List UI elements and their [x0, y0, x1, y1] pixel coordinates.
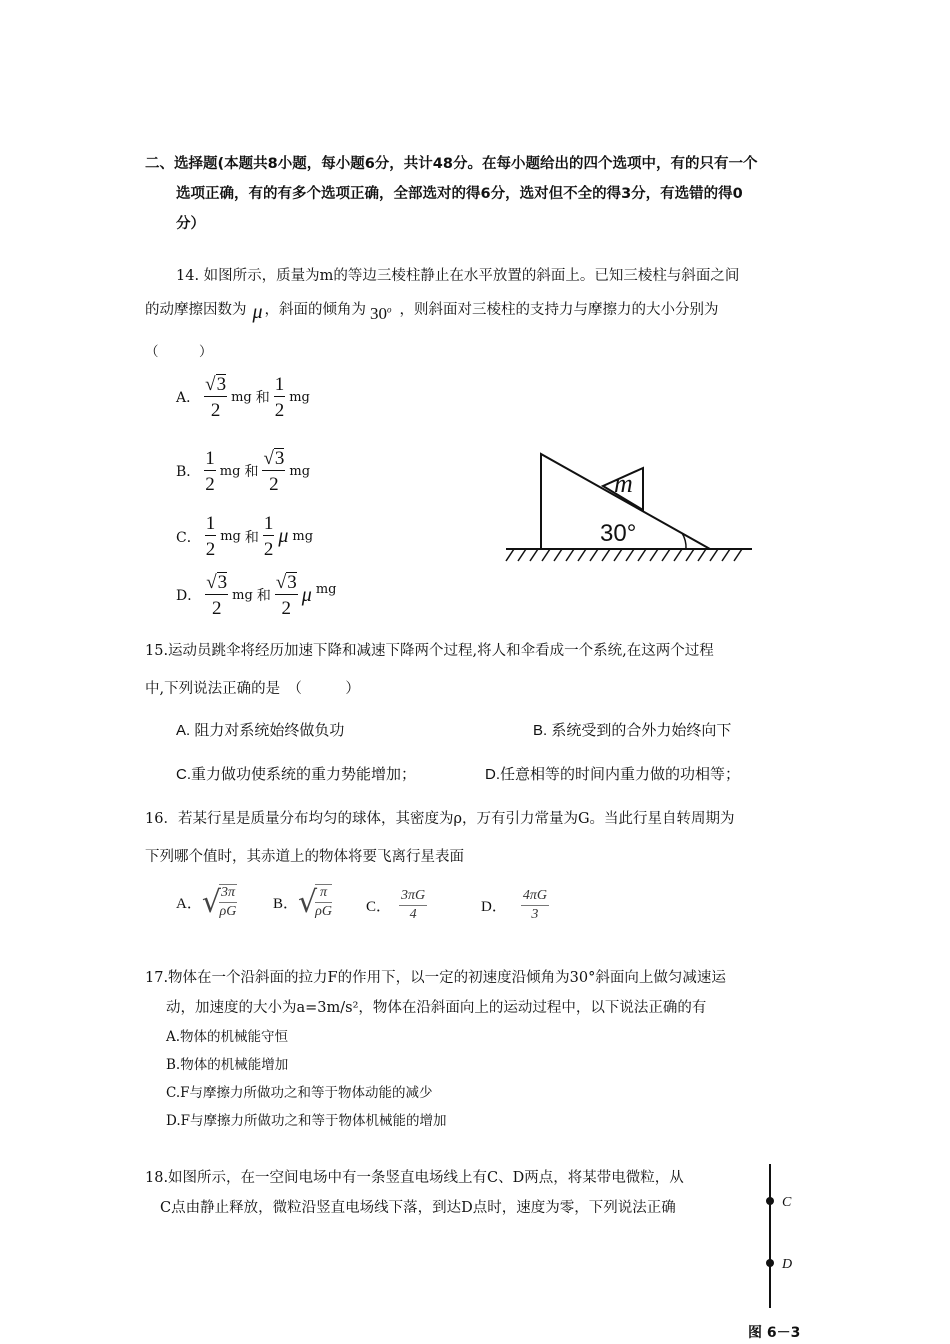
q16-option-c-frac — [399, 888, 427, 923]
q14-option-d-frac1: $\frac{√3}{2}$ — [206, 572, 228, 619]
q14-option-b-frac2-den: 2 — [269, 474, 279, 495]
q14-option-a-frac1-den: 2 — [210, 400, 221, 421]
q14-option-d-frac2-num: 3 — [287, 572, 297, 593]
q14-option-a-frac1-num: 3 — [216, 374, 227, 395]
q14-option-a-label: A． — [176, 390, 201, 406]
q18-line2: C点由静止释放，微粒沿竖直电场线下落，到达D点时，速度为零，下列说法正确 — [160, 1200, 676, 1216]
q14-option-d-mu: μ — [301, 583, 312, 606]
q17-option-c[interactable]: C.F与摩擦力所做功之和等于物体动能的减少 — [166, 1085, 433, 1101]
q14-option-b-frac2-num: 3 — [274, 448, 285, 469]
q14-option-c[interactable] — [176, 514, 313, 559]
angle-label: 30° — [600, 520, 637, 547]
q14-option-c-label: C． — [176, 529, 201, 546]
q14-option-c-frac2 — [263, 514, 275, 559]
q16-option-d-label: D． — [481, 899, 507, 915]
q14-option-c-frac1 — [205, 514, 217, 559]
q14-option-c-frac2-num: 1 — [263, 513, 274, 534]
q16-option-b[interactable] — [273, 884, 332, 920]
q17-line2: 动，加速度的大小为a=3m/s²，物体在沿斜面向上的运动过程中，以下说法正确的有 — [166, 1000, 707, 1016]
q14-option-c-frac2-den: 2 — [263, 539, 274, 560]
q14-option-d-and: 和 — [256, 588, 271, 604]
q14-option-d-frac2-den: 2 — [281, 598, 292, 619]
q16-option-a[interactable] — [176, 884, 237, 920]
q18-figure-caption: 图 6－3 — [748, 1325, 801, 1341]
q14-option-d-frac1-den: 2 — [211, 598, 222, 619]
q16-option-c-num: 3πG — [399, 888, 427, 906]
q16-option-d-den: 3 — [531, 907, 539, 922]
q14-option-c-unit2: mg — [292, 529, 314, 544]
q14-option-d-frac2: $\frac{√3}{2}$ — [275, 572, 297, 619]
q14-option-b-frac1-den: 2 — [205, 473, 215, 495]
point-c-label: C — [782, 1195, 792, 1210]
q15-option-a[interactable]: A. 阻力对系统始终做负功 — [176, 722, 345, 739]
q14-option-d-label: D． — [176, 588, 202, 604]
q16-option-b-label: B． — [273, 895, 299, 912]
q14-option-b-frac1-num: 1 — [205, 447, 215, 469]
section-title-line1: 二、选择题(本题共8小题，每小题6分，共计48分。在每小题给出的四个选项中，有的只有一个 — [145, 156, 758, 172]
point-c-dot — [766, 1197, 774, 1205]
q16-option-d-num: 4πG — [521, 888, 549, 906]
q14-degree-mark: o — [387, 304, 392, 315]
q14-answer-paren: （ ） — [145, 344, 213, 360]
q16-option-d-frac — [521, 888, 549, 923]
q14-incline-figure — [500, 448, 760, 572]
sqrt-icon: √ — [201, 884, 221, 920]
q15-option-b[interactable]: B. 系统受到的合外力始终向下 — [533, 722, 732, 739]
q14-option-a-unit1: mg — [231, 389, 252, 405]
q14-option-a-unit2: mg — [289, 389, 310, 405]
q14-line2a: 的动摩擦因数为 — [145, 301, 247, 318]
q14-line2b: ，斜面的倾角为 — [264, 301, 367, 318]
q15-line2: 中,下列说法正确的是 （ ） — [145, 681, 360, 697]
section-title-line3: 分） — [176, 216, 205, 232]
q14-line2 — [145, 292, 719, 324]
q14-option-d-unit1: mg — [232, 587, 253, 603]
sqrt-icon: √ — [298, 884, 318, 920]
q14-option-b-unit1: mg — [219, 463, 241, 479]
q18-line1: 18.如图所示，在一空间电场中有一条竖直电场线上有C、D两点，将某带电微粒，从 — [145, 1170, 684, 1186]
q16-option-a-num: 3π — [219, 885, 237, 903]
q14-option-b-and: 和 — [244, 464, 259, 480]
q15-option-c[interactable]: C.重力做功使系统的重力势能增加； — [176, 766, 417, 783]
q14-line2c: ，则斜面对三棱柱的支持力与摩擦力的大小分别为 — [399, 301, 719, 318]
section-title-line2: 选项正确，有的有多个选项正确，全部选对的得6分，选对但不全的得3分，有选错的得0 — [176, 186, 743, 202]
q16-option-a-den: ρG — [219, 904, 237, 919]
q17-option-a[interactable]: A.物体的机械能守恒 — [166, 1029, 289, 1045]
q14-line1: 14. 如图所示，质量为m的等边三棱柱静止在水平放置的斜面上。已知三棱柱与斜面之间 — [176, 268, 740, 284]
point-d-label: D — [782, 1257, 793, 1272]
q14-option-d-frac1-num: 3 — [217, 572, 228, 593]
q18-field-line-figure — [750, 1160, 810, 1312]
q16-line1: 16．若某行星是质量分布均匀的球体，其密度为ρ，万有引力常量为G。当此行星自转周期为 — [145, 811, 735, 827]
q14-angle-value: 30 — [370, 304, 388, 323]
point-d-dot — [766, 1259, 774, 1267]
q14-option-d[interactable] — [176, 572, 336, 618]
q15-option-d[interactable]: D.任意相等的时间内重力做的功相等； — [485, 766, 741, 783]
q14-angle — [370, 304, 392, 324]
q14-mu-symbol: μ — [252, 300, 263, 323]
q16-option-d[interactable] — [481, 888, 549, 923]
q17-line1: 17.物体在一个沿斜面的拉力F的作用下，以一定的初速度沿倾角为30°斜面向上做匀减速运 — [145, 970, 726, 986]
q14-option-a[interactable] — [176, 374, 310, 420]
q14-option-b-frac1 — [204, 449, 216, 494]
q16-option-b-num: π — [315, 885, 332, 903]
q16-option-c-den: 4 — [409, 907, 417, 922]
q16-option-b-frac — [315, 884, 332, 920]
q16-option-c[interactable] — [366, 888, 427, 923]
q16-option-a-label: A． — [176, 895, 202, 912]
q14-option-a-frac2-num: 1 — [274, 373, 285, 395]
q16-line2: 下列哪个值时，其赤道上的物体将要飞离行星表面 — [145, 849, 464, 865]
q14-option-c-and: 和 — [244, 529, 259, 546]
q14-option-b[interactable] — [176, 448, 310, 494]
q14-option-b-frac2: $\frac{√3}{2}$ — [263, 448, 285, 495]
q14-option-c-mu: μ — [278, 525, 289, 547]
q16-option-a-frac — [219, 884, 237, 920]
q14-option-b-label: B． — [176, 464, 201, 480]
q16-option-b-den: ρG — [315, 904, 332, 919]
q17-option-d[interactable]: D.F与摩擦力所做功之和等于物体机械能的增加 — [166, 1113, 447, 1129]
q15-line1: 15.运动员跳伞将经历加速下降和减速下降两个过程,将人和伞看成一个系统,在这两个过程 — [145, 643, 714, 659]
q14-option-d-unit2: mg — [315, 581, 337, 597]
q14-option-c-unit1: mg — [220, 529, 241, 544]
q16-option-c-label: C． — [366, 899, 392, 915]
q14-option-a-frac2-den: 2 — [274, 399, 285, 421]
q14-option-c-frac1-num: 1 — [205, 513, 216, 534]
q14-option-a-and: 和 — [255, 390, 270, 406]
ground-hatching — [506, 549, 742, 561]
q14-option-a-frac2 — [274, 375, 286, 420]
q14-option-b-unit2: mg — [289, 463, 311, 479]
mass-label: m — [614, 469, 633, 498]
q17-option-b[interactable]: B.物体的机械能增加 — [166, 1057, 289, 1073]
q14-option-c-frac1-den: 2 — [205, 539, 216, 560]
q14-option-a-frac1: $\frac{√3}{2}$ — [205, 374, 227, 421]
